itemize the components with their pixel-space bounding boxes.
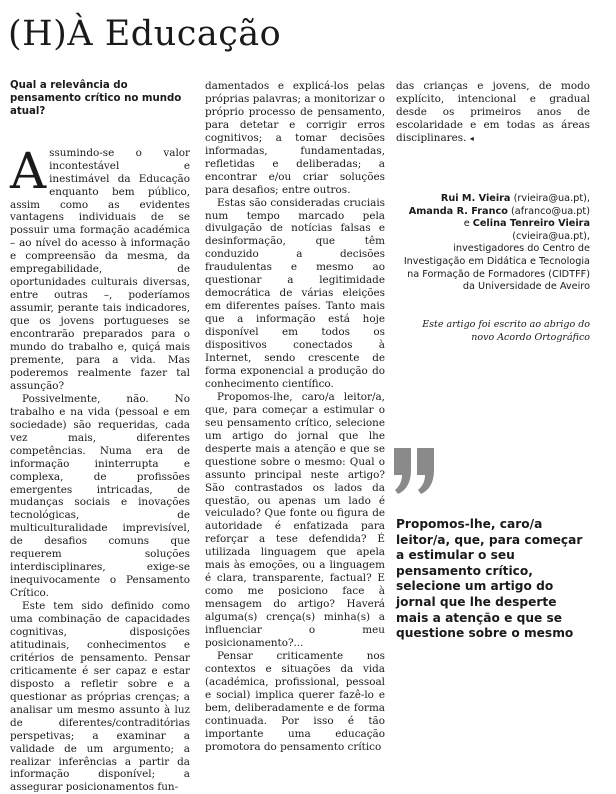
author-name: Rui M. Vieira <box>440 193 511 204</box>
paragraph: damentados e explicá-los pelas próprias palavras; a monitorizar o próprio processo de pensamento, para detetar e corrigir erros cognitivos; a tomar decisões informadas, fundamentadas, refletidas e deliberadas; a encontrar e/ou criar soluções para desafios; entre outros. <box>205 80 385 196</box>
author-email: (afranco@ua.pt) <box>510 205 590 217</box>
article-column-2 <box>205 80 385 754</box>
paragraph-text: ssumindo-se o valor incontestável e inestimável da Educação enquanto bem público, assim como as evidentes vantagens individuais de se possuir uma formação académica – ao nível do acesso à informação e compreensão da mesma, da empregabilidade, de oportunidades culturais diversas, entre outras –, poderíamos assumir, perante tais indicadores, que os jovens portugueses se encontrarão preparados para o mundo do trabalho e, quiçá mais premente, para a vida. Mas poderemos realmente fazer tal assunção? <box>10 146 190 392</box>
author-affiliation: investigadores do Centro de <box>453 243 590 255</box>
paragraph <box>10 141 190 393</box>
author-email: (rvieira@ua.pt), <box>513 193 590 204</box>
author-name: Amanda R. Franco <box>408 205 508 217</box>
pull-quote: Propomos-lhe, caro/a leitor/a, que, para começar a estimular o seu pensamento crítico, selecione um artigo do jornal que lhe desperte mais a atenção e que se questione sobre o mesmo <box>396 517 583 641</box>
article-subhead: Qual a relevância do pensamento crítico no mundo atual? <box>10 80 182 117</box>
article-column-1 <box>10 80 190 794</box>
author-affiliation: da Universidade de Aveiro <box>462 281 590 293</box>
paragraph: Estas são consideradas cruciais num tempo marcado pela divulgação de notícias falsas e desinformação, que têm conduzido a decisões fraudulentas e mesmo ao questionar a legitimidade democrática de várias eleições em diferentes países. Tanto mais que a informação está hoje disponível em todos os dispositivos conectados à Internet, sendo crescente de forma exponencial a produção do conhecimento científico. <box>205 196 385 390</box>
paragraph: Possivelmente, não. No trabalho e na vida (pessoal e em sociedade) são requeridas, cada vez mais, diferentes competências. Numa era de informação ininterrupta e complexa, de profissões emergentes intricadas, de mudanças sociais e inovações tecnológicas, de multiculturalidade imprevisível, de desafios comuns que requerem soluções interdisciplinares, exige-se inequivocamente o Pensamento Crítico. <box>10 392 190 600</box>
paragraph: Pensar criticamente nos contextos e situações da vida (académica, profissional, pessoal e social) implica querer fazê-lo e bem, deliberadamente e de forma continuada. Por isso é tão importante uma educação promotora do pensamento crítico <box>205 649 385 753</box>
author-affiliation: na Formação de Formadores (CIDTFF) <box>407 268 590 280</box>
author-conjunction: e <box>463 218 470 230</box>
author-affiliation: Investigação em Didática e Tecnologia <box>403 255 590 267</box>
paragraph <box>396 80 590 146</box>
quote-mark-icon <box>394 448 436 494</box>
page-title: (H)À Educação <box>8 14 282 54</box>
paragraph-text: das crianças e jovens, de modo explícito, intencional e gradual desde os primeiros anos de escolaridade e em todas as áreas disciplinares. <box>396 80 590 144</box>
author-signature <box>400 193 590 294</box>
author-name: Celina Tenreiro Vieira <box>472 218 590 230</box>
drop-cap: A <box>10 141 47 200</box>
author-email: (cvieira@ua.pt), <box>512 230 590 242</box>
paragraph: Propomos-lhe, caro/a leitor/a, que, para começar a estimular o seu pensamento crítico, selecione um artigo do jornal que lhe desperte mais a atenção e que se questione sobre o mesmo: Qual o assunto principal neste artigo? São contrastados os lados da questão, ou apenas um lado é veiculado? Que fonte ou figura de autoridade é enfatizada para reforçar a tese defendida? É utilizada linguagem que apela mais às emoções, ou a linguagem é clara, transparente, factual? E como me posiciono face à mensagem do artigo? Haverá alguma(s) crença(s) minha(s) a influenciar o meu posicionamento?... <box>205 390 385 649</box>
article-column-3 <box>396 80 590 146</box>
end-mark-icon: ◂ <box>469 133 474 143</box>
paragraph: Este tem sido definido como uma combinação de capacidades cognitivas, disposições atitudinais, conhecimentos e critérios de pensamento. Pensar criticamente é ser capaz e estar disposto a refletir sobre e a questionar as próprias crenças; a analisar um mesmo assunto à luz de diferentes/contraditórias perspetivas; a examinar a validade de um argumento; a realizar inferências a partir da informação disponível; a assegurar posicionamentos fun- <box>10 600 190 794</box>
orthography-note: Este artigo foi escrito ao abrigo do novo Acordo Ortográfico <box>422 319 590 343</box>
